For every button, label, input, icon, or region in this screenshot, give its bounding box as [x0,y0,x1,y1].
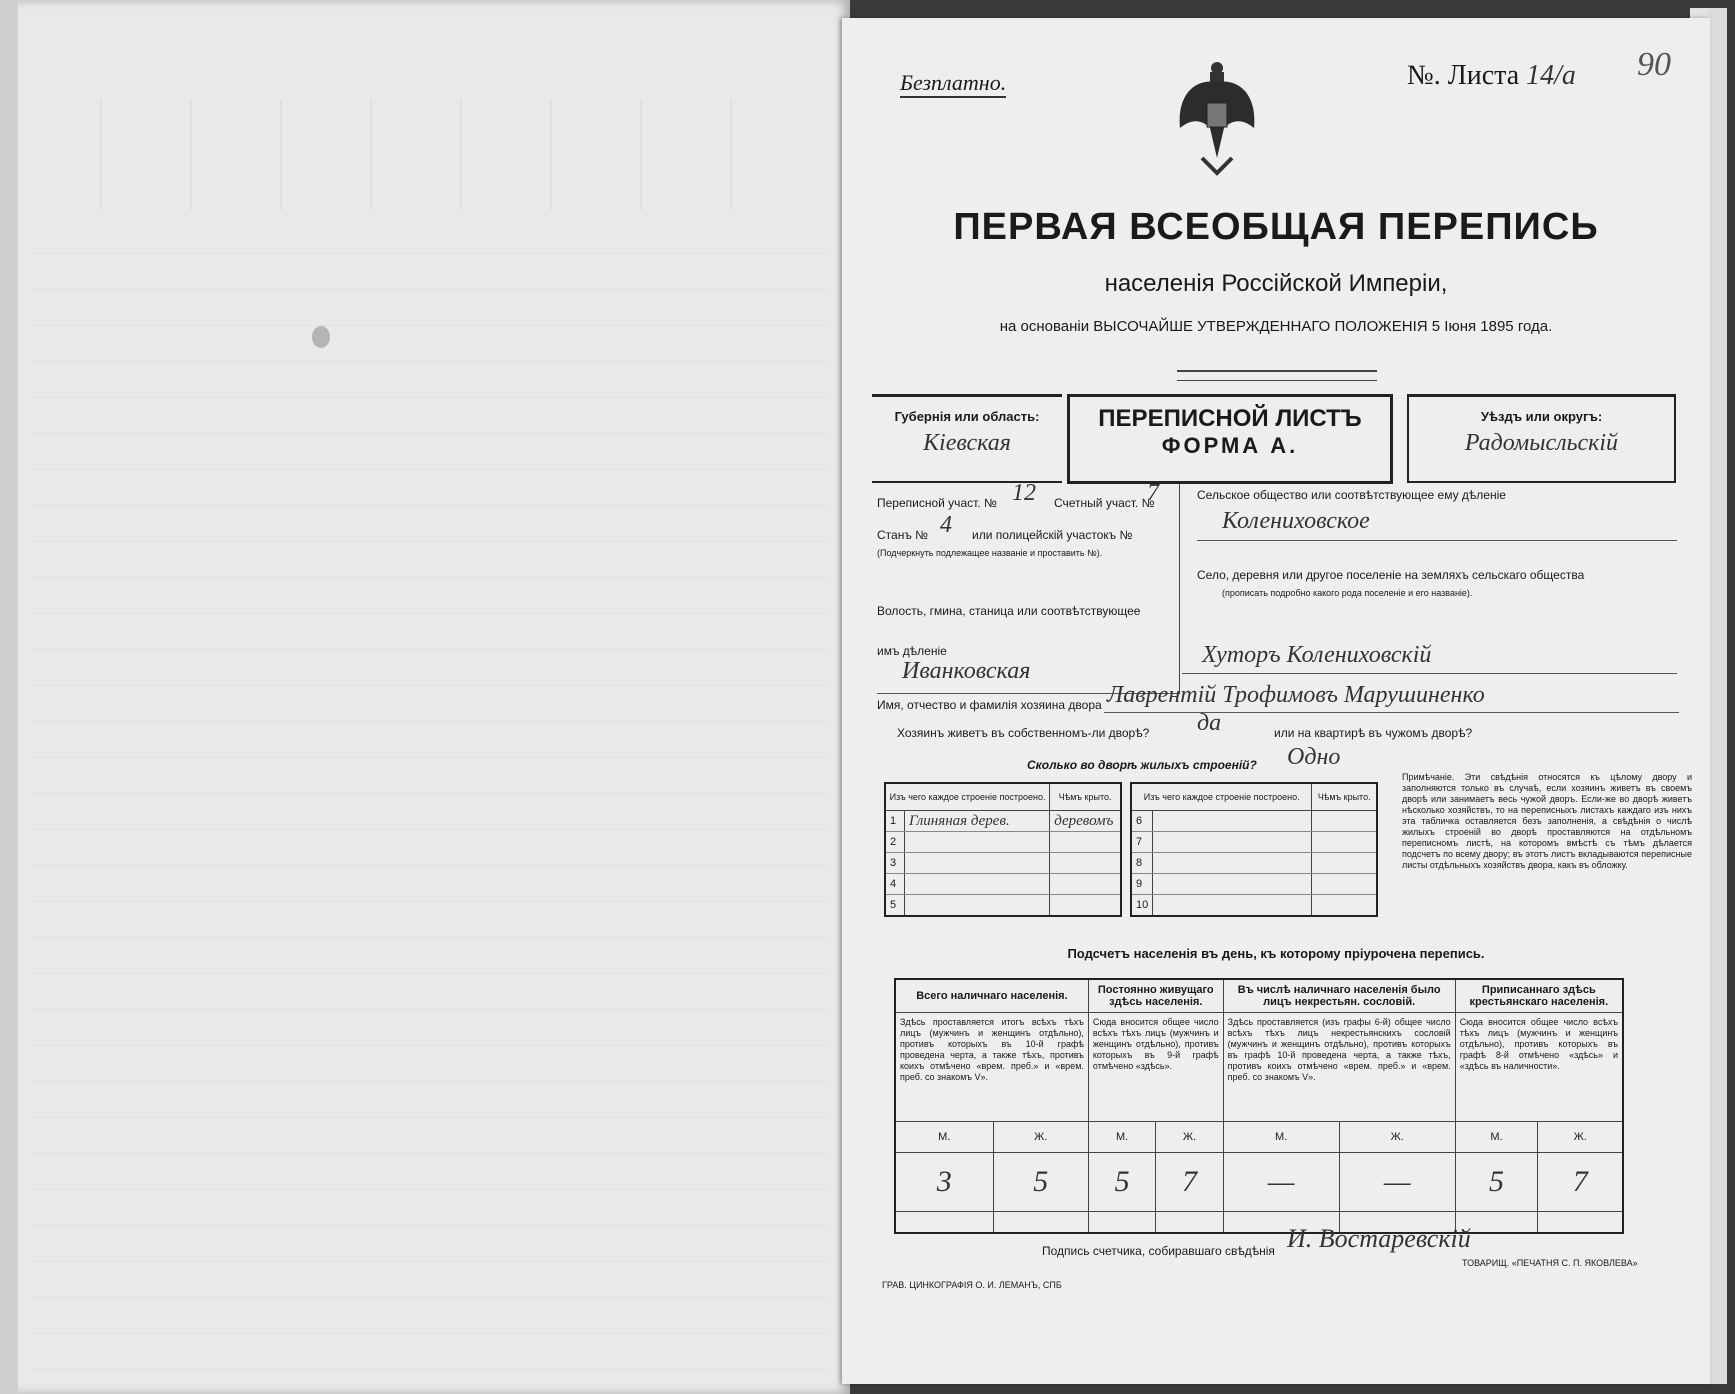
society-label: Сельское общество или соотвѣтствующее ему дѣленіе [1197,488,1506,502]
volost-label: Волость, гмина, станица или соотвѣтствующее [877,604,1141,618]
form-title: ПЕРЕПИСНОЙ ЛИСТЪ [1098,405,1362,432]
main-title: ПЕРВАЯ ВСЕОБЩАЯ ПЕРЕПИСЬ [953,206,1599,248]
male-label: М. [1223,1122,1339,1153]
buildings-table-left [884,782,1122,917]
col-non-peasant-desc: Здѣсь проставляется (изъ графы 6-й) общее число всѣхъ тѣхъ лицъ некрестьянскихъ сословій (мужчинъ и женщинъ отдѣльно), противъ которыхъ въ графѣ 10-й проведена черта, а также тѣхъ, противъ коихъ отмѣчено «врем. преб.» и «врем. преб. со знакомъ V». [1223,1013,1455,1122]
volost-value: Иванковская [902,658,1031,684]
col-non-peasant-header: Въ числѣ наличнаго населенія было лицъ некрестьян. сословій. [1223,979,1455,1013]
archive-number: 90 [1637,46,1671,83]
table-row: 5 [885,895,1121,917]
female-label: Ж. [1538,1122,1623,1153]
col-material-header: Изъ чего каждое строеніе построено. [1131,783,1312,811]
buildings-note: Примѣчаніе. Эти свѣдѣнія относятся къ цѣлому двору и заполняются только въ случаѣ, если хозяинъ живетъ въ своемъ дворѣ или занимаетъ весь чужой дворъ. Если-же во дворѣ живетъ нѣсколько хозяйствъ, то на переписныхъ листахъ каждаго изъ нихъ эта табличка оставляется безъ заполненія, а свѣдѣнія о числѣ жилыхъ строеній во дворѣ проставляются на отдѣльномъ переписномъ листѣ, на которомъ вмѣстѣ съ тѣмъ дѣлается подсчетъ по всему двору; въ этотъ листъ вкладываются переписные листы отдѣльныхъ хозяйствъ двора, какъ въ обложку. [1402,772,1692,870]
village-label: Село, деревня или другое поселеніе на земляхъ сельскаго общества [1197,568,1585,582]
counting-district-value: 7 [1147,480,1159,506]
col-permanent-header: Постоянно живущаго здѣсь населенія. [1088,979,1223,1013]
signature-label: Подпись счетчика, собиравшаго свѣдѣнія [1042,1244,1275,1258]
stan-value: 4 [940,512,952,538]
col-material-header: Изъ чего каждое строеніе построено. [885,783,1050,811]
guberniya-value: Кіевская [923,430,1011,456]
rented-label: или на квартирѣ въ чужомъ дворѣ? [1274,726,1473,740]
counting-district-label: Счетный участ. № [1054,496,1155,510]
stan-label: Станъ № [877,528,929,542]
census-district-value: 12 [1012,480,1036,506]
form-box [1067,394,1393,484]
ornament-divider [1177,370,1377,381]
village-value: Хуторъ Колениховскій [1202,642,1432,668]
non-peasant-male-count: — [1223,1153,1339,1212]
own-yard-value: да [1197,710,1222,736]
buildings-label: Сколько во дворѣ жилыхъ строеній? [1027,758,1257,772]
non-peasant-female-count: — [1339,1153,1455,1212]
own-yard-label: Хозяинъ живетъ въ собственномъ-ли дворѣ? [897,726,1150,740]
bleed-through-text [100,100,800,210]
table-row: 10 [1131,895,1377,917]
police-label: или полицейскій участокъ № [972,528,1133,542]
male-label: М. [1455,1122,1538,1153]
table-row: 8 [1131,853,1377,874]
col-peasant-header: Приписаннаго здѣсь крестьянскаго населенія. [1455,979,1623,1013]
owner-value: Лаврентій Трофимовъ Марушиненко [1107,682,1485,708]
table-row: 6 [1131,811,1377,832]
population-count-title: Подсчетъ населенія въ день, къ которому пріурочена перепись. [1067,946,1485,961]
underline-note: (Подчеркнуть подлежащее названіе и проставить №). [877,548,1103,558]
subtitle: населенія Россійской Имперіи, [1104,270,1448,297]
total-male-count: 3 [895,1153,993,1212]
owner-underline [1104,712,1679,713]
printer-imprint-left: ГРАВ. ЦИНКОГРАФІЯ О. И. ЛЕМАНЪ, СПБ [882,1280,1062,1290]
census-district-label: Переписной участ. № [877,496,997,510]
ruled-lines [30,230,830,1370]
buildings-value: Одно [1287,744,1341,770]
table-row: 7 [1131,832,1377,853]
female-label: Ж. [1156,1122,1223,1153]
peasant-male-count: 5 [1455,1153,1538,1212]
page-edge [0,0,18,1394]
col-total-header: Всего наличнаго населенія. [895,979,1088,1013]
male-label: М. [1088,1122,1155,1153]
legal-basis: на основаніи ВЫСОЧАЙШЕ УТВЕРЖДЕННАГО ПОЛОЖЕНІЯ 5 Іюня 1895 года. [999,318,1553,335]
permanent-female-count: 7 [1156,1153,1223,1212]
free-label: Безплатно. [900,70,1006,98]
guberniya-box [872,394,1062,483]
society-underline [1197,540,1677,541]
guberniya-label: Губернія или область: [894,409,1040,424]
left-page [0,0,850,1394]
col-roof-header: Чѣмъ крыто. [1312,783,1377,811]
male-label: М. [895,1122,993,1153]
form-subtitle: ФОРМА А. [1161,433,1299,458]
table-row: 3 [885,853,1121,874]
table-row: 2 [885,832,1121,853]
table-row: 9 [1131,874,1377,895]
col-peasant-desc: Сюда вносится общее число всѣхъ тѣхъ лицъ (мужчинъ и женщинъ отдѣльно), противъ которыхъ въ графѣ 8-й отмѣчено «здѣсь» и «здѣсь въ наличности». [1455,1013,1623,1122]
stain [312,326,330,348]
female-label: Ж. [1339,1122,1455,1153]
peasant-female-count: 7 [1538,1153,1623,1212]
buildings-table-right [1130,782,1378,917]
col-roof-header: Чѣмъ крыто. [1050,783,1121,811]
permanent-male-count: 5 [1088,1153,1155,1212]
census-form-page [842,18,1710,1384]
uezd-label: Уѣздъ или округъ: [1480,409,1603,424]
uezd-value: Радомысльскій [1464,430,1619,456]
col-total-desc: Здѣсь проставляется итогъ всѣхъ тѣхъ лицъ (мужчинъ и женщинъ отдѣльно), противъ которыхъ въ 10-й графѣ проведена черта, а также тѣхъ, противъ коихъ отмѣчено «врем. преб.» и «врем. преб. со знакомъ V». [895,1013,1088,1122]
sheet-number-label: №. Листа [1407,60,1520,91]
printer-imprint-right: ТОВАРИЩ. «ПЕЧАТНЯ С. П. ЯКОВЛЕВА» [1462,1258,1638,1268]
coat-of-arms-icon [1172,58,1262,178]
sheet-number-value: 14/а [1526,60,1576,91]
table-row: 1 Глиняная дерев. деревомъ [885,811,1121,832]
header-boxes [872,394,1680,482]
society-value: Колениховское [1222,508,1370,534]
population-summary-table [894,978,1624,1234]
column-divider [1179,484,1180,694]
volost-label-2: имъ дѣленіе [877,644,947,658]
female-label: Ж. [993,1122,1088,1153]
village-underline [1182,673,1677,674]
sheet-number [1407,60,1576,92]
table-row: 4 [885,874,1121,895]
total-female-count: 5 [993,1153,1088,1212]
owner-label: Имя, отчество и фамилія хозяина двора [877,698,1102,712]
signature-value: И. Востаревскій [1287,1224,1471,1253]
uezd-box [1407,394,1676,483]
village-note: (прописать подробно какого рода поселеніе и его названіе). [1222,588,1473,598]
col-permanent-desc: Сюда вносится общее число всѣхъ тѣхъ лицъ (мужчинъ и женщинъ отдѣльно), противъ которыхъ въ 9-й графѣ отмѣчено «здѣсь». [1088,1013,1223,1122]
